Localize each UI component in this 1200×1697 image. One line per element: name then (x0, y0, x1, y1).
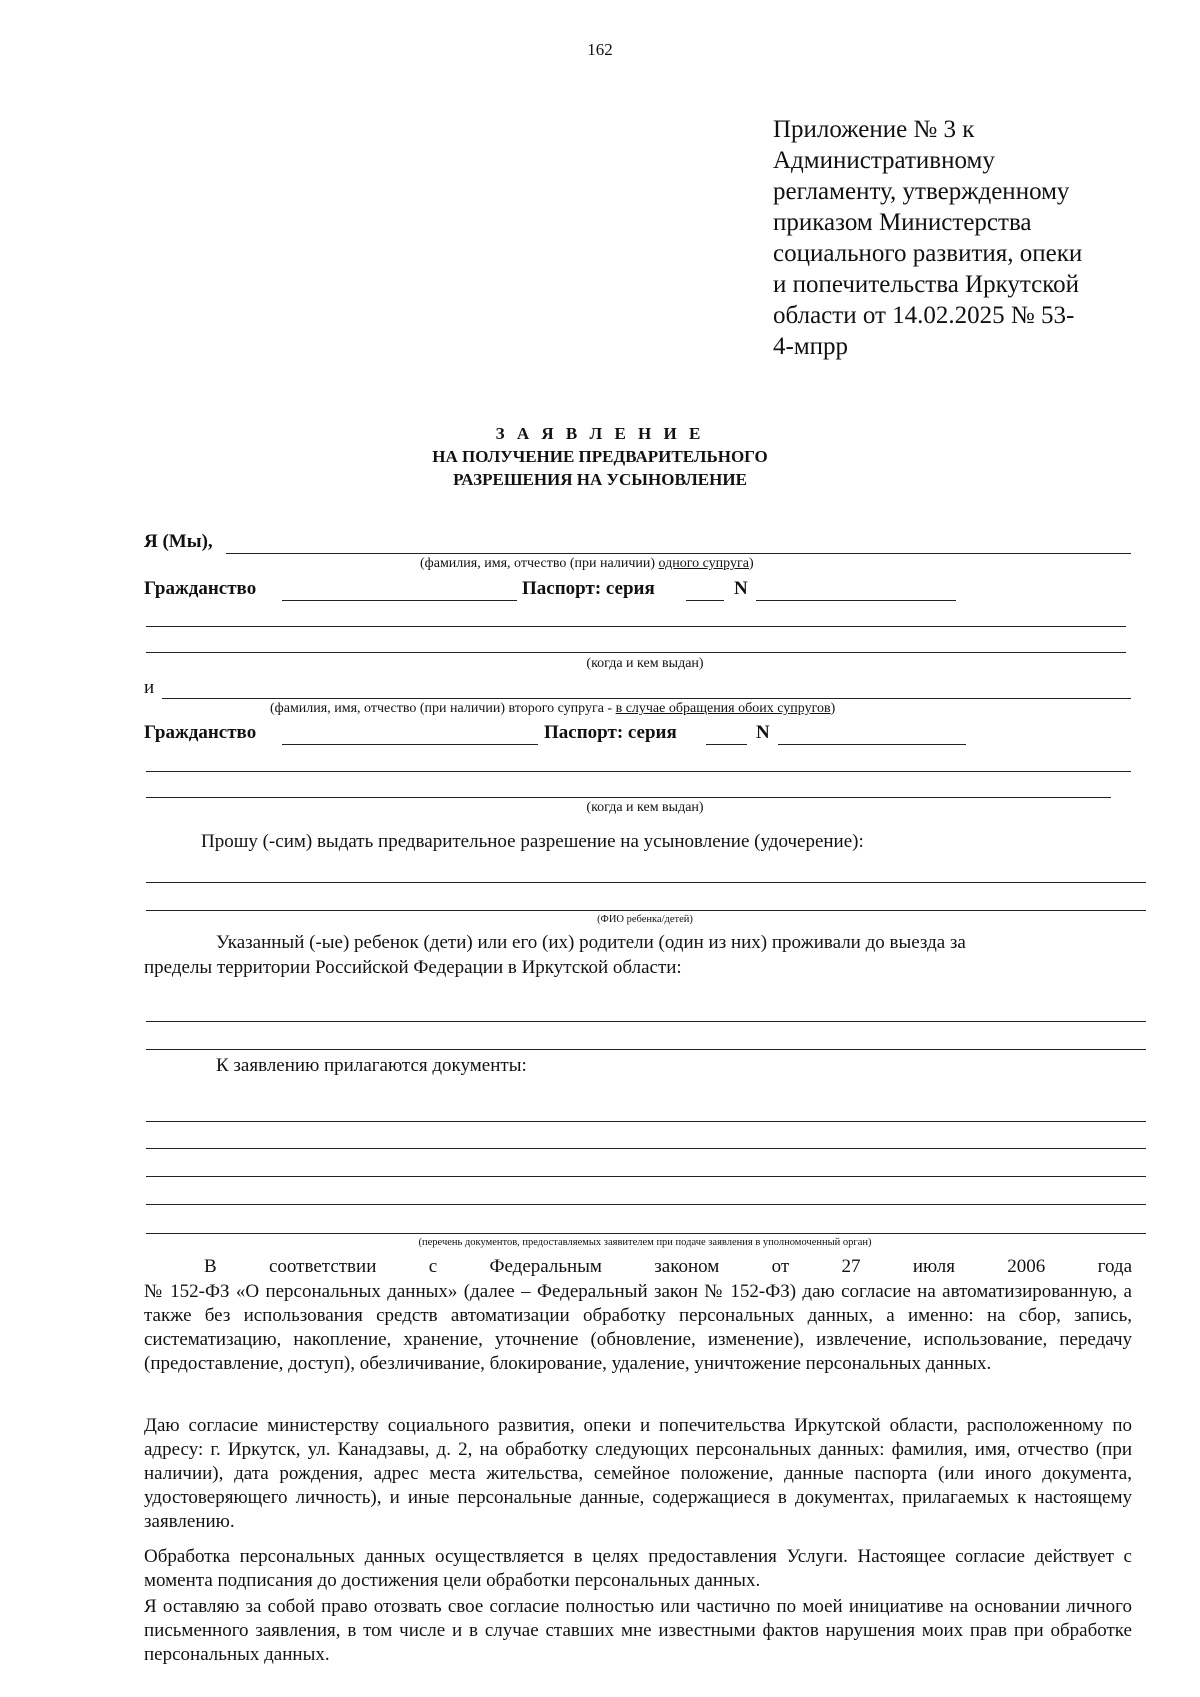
caption-underlined: в случае обращения обоих супругов (615, 701, 831, 716)
appendix-line: приказом Министерства (773, 209, 1032, 236)
applicant2-issued-field-line1[interactable] (146, 771, 1131, 772)
residence-field-line2[interactable] (146, 1049, 1146, 1050)
applicant2-name-field[interactable] (162, 698, 1131, 699)
applicant1-name-field[interactable] (226, 553, 1131, 554)
applicant1-citizenship-field[interactable] (282, 600, 517, 601)
consent-paragraph3: Обработка персональных данных осуществляется в целях предоставления Услуги. Настоящее согласие действует с момента подписания до достижения цели обработки персональных данных. (144, 1546, 1132, 1591)
consent-paragraph2: Даю согласие министерству социального развития, опеки и попечительства Иркутской области, расположенному по адресу: г. Иркутск, ул. Канадзавы, д. 2, на обработку следующих персональных данных: фамилия, имя, отчество (при наличии), дата рождения, адрес места жительства, семейное положение, данные паспорта (или иного документа, удостоверяющего личность), и иные персональные данные, содержащиеся в документах, прилагаемых к настоящему заявлению. (144, 1415, 1132, 1532)
appendix-line: и попечительства Иркутской (773, 271, 1079, 298)
appendix-line: 4-мпрр (773, 333, 849, 360)
appendix-line: социального развития, опеки (773, 240, 1083, 267)
passport-number-label: N (756, 722, 770, 743)
citizenship-label: Гражданство (144, 578, 257, 599)
caption-underlined: одного супруга (658, 556, 749, 571)
and-label: и (144, 677, 155, 698)
appendix-line: Приложение № 3 к (773, 116, 975, 143)
residence-field-line1[interactable] (146, 1021, 1146, 1022)
child-name-field-line2[interactable] (146, 910, 1146, 911)
applicant1-passport-number-field[interactable] (756, 600, 956, 601)
passport-label-group: Паспорт: серия (544, 722, 677, 743)
residence-text-line2: пределы территории Российской Федерации в Иркутской области: (144, 957, 682, 978)
document-subtitle-line2: РАЗРЕШЕНИЯ НА УСЫНОВЛЕНИЕ (453, 470, 747, 489)
documents-field-line4[interactable] (146, 1204, 1146, 1205)
child-name-caption: (ФИО ребенка/детей) (597, 914, 693, 925)
consent-paragraph1: № 152-ФЗ «О персональных данных» (далее – Федеральный закон № 152-ФЗ) даю согласие на автоматизированную, а также без использования средств автоматизации обработку персональных данных, а именно: на сбор, запись, систематизацию, накопление, хранение, уточнение (обновление, изменение), извлечение, использование, передачу (предоставление, доступ), обезличивание, блокирование, удаление, уничтожение персональных данных. (144, 1281, 1132, 1374)
document-title: З А Я В Л Е Н И Е (495, 424, 705, 443)
document-subtitle-line1: НА ПОЛУЧЕНИЕ ПРЕДВАРИТЕЛЬНОГО (432, 447, 768, 466)
consent-paragraph1-first-line: В соответствии с Федеральным законом от 27 июля 2006 года (204, 1256, 1132, 1277)
documents-label: К заявлению прилагаются документы: (216, 1055, 527, 1076)
applicant1-issued-field-line1[interactable] (146, 626, 1126, 627)
residence-text-line1: Указанный (-ые) ребенок (дети) или его (их) родители (один из них) проживали до выезда за (216, 932, 966, 953)
applicant1-issued-caption: (когда и кем выдан) (586, 656, 704, 671)
documents-field-line5[interactable] (146, 1233, 1146, 1234)
applicant1-issued-field-line2[interactable] (146, 652, 1126, 653)
appendix-header (773, 114, 1133, 362)
applicant2-name-caption: (фамилия, имя, отчество (при наличии) второго супруга - в случае обращения обоих супругов) (270, 701, 836, 716)
child-name-field-line1[interactable] (146, 882, 1146, 883)
documents-field-line2[interactable] (146, 1148, 1146, 1149)
page-number: 162 (587, 40, 613, 59)
applicant2-passport-number-field[interactable] (778, 744, 966, 745)
request-text: Прошу (-сим) выдать предварительное разрешение на усыновление (удочерение): (201, 831, 864, 852)
applicant1-passport-series-field[interactable] (686, 600, 724, 601)
applicant-label: Я (Мы), (144, 531, 213, 552)
applicant2-issued-caption: (когда и кем выдан) (586, 800, 704, 815)
applicant2-issued-field-line2[interactable] (146, 797, 1111, 798)
applicant1-name-caption: (фамилия, имя, отчество (при наличии) одного супруга) (420, 556, 754, 571)
documents-field-line3[interactable] (146, 1176, 1146, 1177)
documents-field-line1[interactable] (146, 1121, 1146, 1122)
appendix-line: регламенту, утвержденному (773, 178, 1070, 205)
applicant2-passport-series-field[interactable] (706, 744, 747, 745)
appendix-line: Административному (773, 147, 995, 174)
passport-label-group: Паспорт: серия (522, 578, 655, 599)
documents-caption: (перечень документов, предоставляемых заявителем при подаче заявления в уполномоченный орган) (418, 1237, 872, 1248)
consent-paragraph4: Я оставляю за собой право отозвать свое согласие полностью или частично по моей инициативе на основании личного письменного заявления, в том числе и в случае ставших мне известными фактов нарушения моих прав при обработке персональных данных. (144, 1596, 1132, 1665)
citizenship-label: Гражданство (144, 722, 257, 743)
appendix-line: области от 14.02.2025 № 53- (773, 302, 1075, 329)
passport-number-label: N (734, 578, 748, 599)
applicant2-citizenship-field[interactable] (282, 744, 538, 745)
